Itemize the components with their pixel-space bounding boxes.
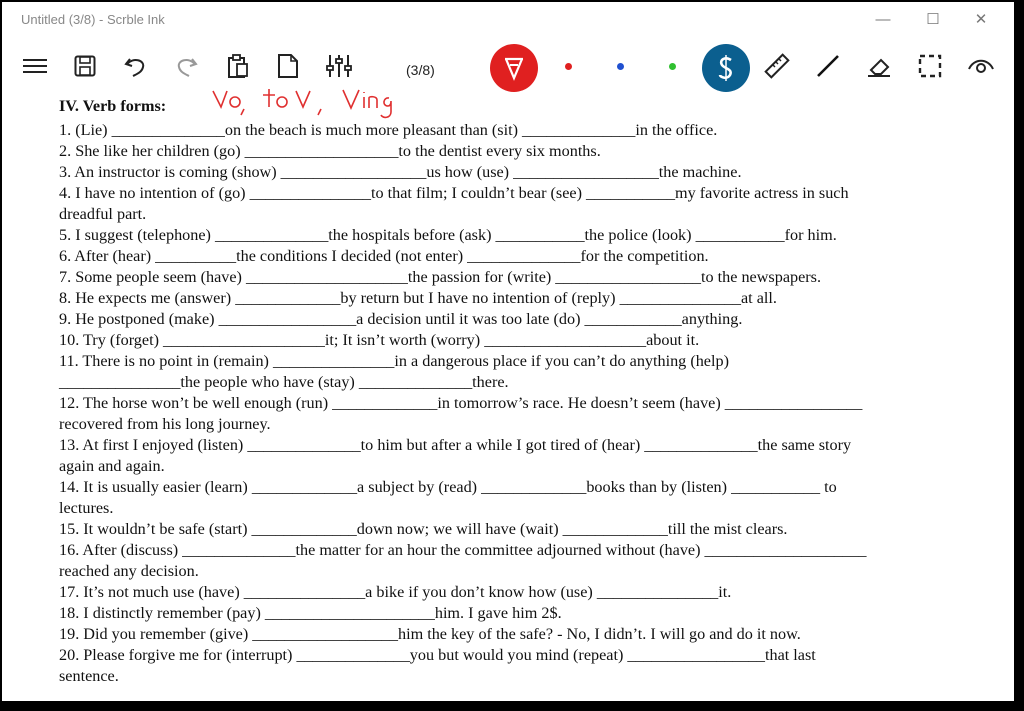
exercise-line: _______________the people who have (stay) ______________there. <box>59 373 509 391</box>
exercise-line: 10. Try (forget) ____________________it; It isn’t worth (worry) ____________________about it. <box>59 331 700 349</box>
exercise-line: 8. He expects me (answer) _____________by return but I have no intention of (reply) _______________at all. <box>59 289 777 307</box>
exercise-line: again and again. <box>59 457 165 475</box>
smart-ink-button[interactable] <box>702 44 750 92</box>
green-color-button[interactable] <box>654 48 690 84</box>
exercise-line: 12. The horse won’t be well enough (run) _____________in tomorrow’s race. He doesn’t seem (have) _________________ <box>59 394 863 412</box>
eraser-icon[interactable] <box>861 48 897 84</box>
ruler-icon[interactable] <box>759 48 795 84</box>
minimize-button[interactable]: — <box>875 11 891 28</box>
toolbar <box>2 40 1014 92</box>
pen-icon <box>501 55 527 81</box>
exercise-line: 2. She like her children (go) ___________________to the dentist every six months. <box>59 142 601 160</box>
exercise-line: 13. At first I enjoyed (listen) ______________to him but after a while I got tired of (hear) ______________the same story <box>59 436 852 454</box>
exercise-line: 9. He postponed (make) _________________a decision until it was too late (do) ____________anything. <box>59 310 743 328</box>
floppy-disk-icon[interactable] <box>67 48 103 84</box>
exercise-line: 15. It wouldn’t be safe (start) _____________down now; we will have (wait) _____________till the mist clears. <box>59 520 788 538</box>
pen-tool-button[interactable] <box>490 44 538 92</box>
exercise-line: 17. It’s not much use (have) _______________a bike if you don’t know how (use) _______________it. <box>59 583 732 601</box>
exercise-line: 18. I distinctly remember (pay) _____________________him. I gave him 2$. <box>59 604 562 622</box>
exercise-heading: IV. Verb forms: <box>59 97 167 115</box>
line-icon[interactable] <box>810 48 846 84</box>
exercise-line: dreadful part. <box>59 205 147 223</box>
exercise-line: 3. An instructor is coming (show) __________________us how (use) __________________the machine. <box>59 163 742 181</box>
exercise-line: sentence. <box>59 667 119 685</box>
exercise-line: 1. (Lie) ______________on the beach is much more pleasant than (sit) ______________in the office. <box>59 121 718 139</box>
exercise-line: 6. After (hear) __________the conditions I decided (not enter) ______________for the competition. <box>59 247 709 265</box>
clipboard-icon[interactable] <box>220 48 256 84</box>
exercise-line: 16. After (discuss) ______________the matter for an hour the committee adjourned without (have) ____________________ <box>59 541 867 559</box>
exercise-line: reached any decision. <box>59 562 199 580</box>
sliders-icon[interactable] <box>321 48 357 84</box>
app-window <box>2 2 1014 701</box>
exercise-line: recovered from his long journey. <box>59 415 271 433</box>
new-page-icon[interactable] <box>270 48 306 84</box>
exercise-line: 11. There is no point in (remain) _______________in a dangerous place if you can’t do anything (help) <box>59 352 729 370</box>
exercise-line: 5. I suggest (telephone) ______________the hospitals before (ask) ___________the police (look) ___________for him. <box>59 226 837 244</box>
exercise-line: 7. Some people seem (have) ____________________the passion for (write) __________________to the newspapers. <box>59 268 822 286</box>
selection-icon[interactable] <box>912 48 948 84</box>
smart-ink-icon <box>713 54 739 82</box>
maximize-button[interactable]: ☐ <box>926 11 940 28</box>
exercise-line: lectures. <box>59 499 114 517</box>
exercise-line: 14. It is usually easier (learn) _____________a subject by (read) _____________books than by (listen) ___________ to <box>59 478 837 496</box>
blue-color-button[interactable] <box>602 48 638 84</box>
page-indicator: (3/8) <box>406 62 435 78</box>
redo-icon[interactable] <box>168 48 204 84</box>
exercise-line: 4. I have no intention of (go) _______________to that film; I couldn’t bear (see) ___________my favorite actress in such <box>59 184 849 202</box>
red-color-button[interactable] <box>550 48 586 84</box>
exercise-line: 19. Did you remember (give) __________________him the key of the safe? - No, I didn’t. I will go and do it now. <box>59 625 801 643</box>
hamburger-icon[interactable] <box>17 48 53 84</box>
undo-icon[interactable] <box>118 48 154 84</box>
eye-icon[interactable] <box>963 48 999 84</box>
exercise-line: 20. Please forgive me for (interrupt) ______________you but would you mind (repeat) _________________that last <box>59 646 816 664</box>
window-title: Untitled (3/8) - Scrble Ink <box>21 12 165 27</box>
close-button[interactable]: ✕ <box>974 11 988 28</box>
title-bar <box>2 2 1014 38</box>
